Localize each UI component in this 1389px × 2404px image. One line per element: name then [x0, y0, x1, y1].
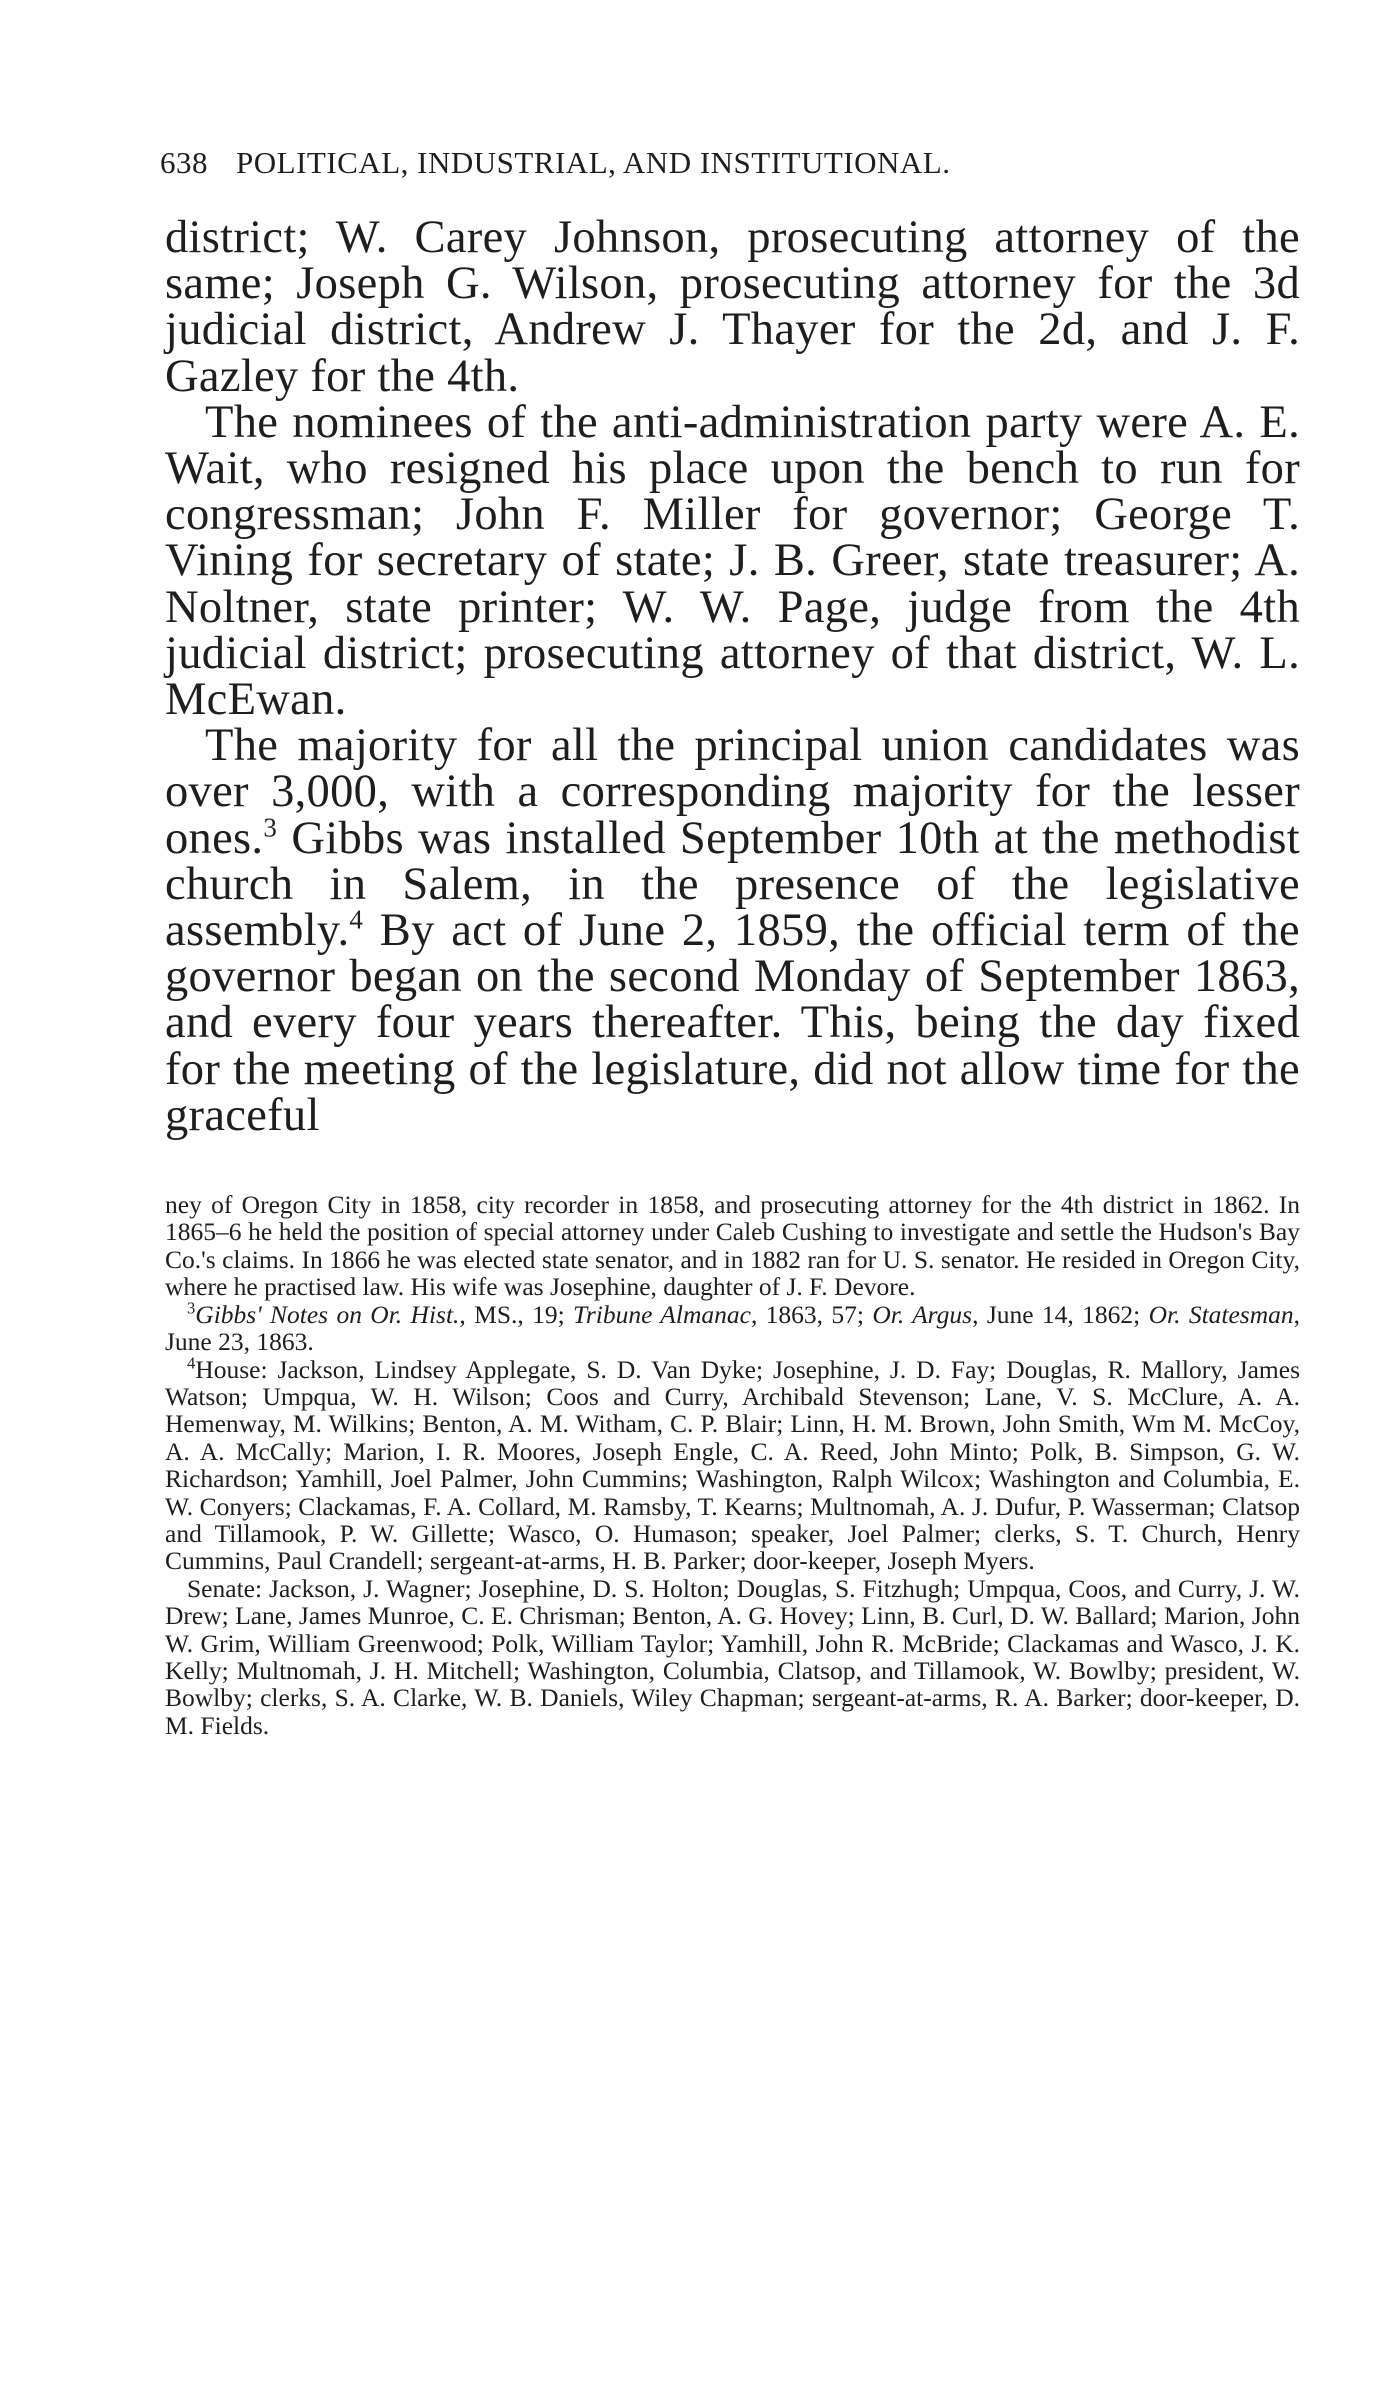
footnote-continuation: ney of Oregon City in 1858, city recorder in 1858, and prosecuting attorney for the 4th district in 1862. In 1865–6 he held the position of special attorney under Caleb Cushing to investigate and settle the Hudson's Bay Co.'s claims. In 1866 he was elected state senator, and in 1882 ran for U. S. senator. He resided in Oregon City, where he practised law. His wife was Josephine, daughter of J. F. Devore.	[165, 1190, 1300, 1302]
footnote-3-source-4: Or. Statesman	[1148, 1299, 1294, 1329]
book-page	[160, 145, 1301, 1740]
footnote-4-house-text: House: Jackson, Lindsey Applegate, S. D. Van Dyke; Josephine, J. D. Fay; Douglas, R. Mallory, James Watson; Umpqua, W. H. Wilson; Coos and Curry, Archibald Stevenson; Lane, V. S. McClure, A. A. Hemenway, M. Wilkins; Benton, A. M. Witham, C. P. Blair; Linn, H. M. Brown, John Smith, Wm M. McCoy, A. A. McCally; Marion, I. R. Moores, Joseph Engle, C. A. Reed, John Minto; Polk, B. Simpson, G. W. Richardson; Yamhill, Joel Palmer, John Cummins; Washington, Ralph Wilcox; Washington and Columbia, E. W. Conyers; Clackamas, F. A. Collard, M. Ramsby, T. Kearns; Multnomah, A. J. Dufur, P. Wasserman; Clatsop and Tillamook, P. W. Gillette; Wasco, O. Humason; speaker, Joel Palmer; clerks, S. T. Church, Henry Cummins, Paul Crandell; sergeant-at-arms, H. B. Parker; door-keeper, Joseph Myers.	[165, 1354, 1300, 1576]
paragraph-3-part-b: Gibbs was installed September 10th at the methodist church in Salem, in the presence of the legislative assembly.	[165, 812, 1300, 957]
footnote-3-marker: 3	[187, 1298, 196, 1318]
running-title: POLITICAL, INDUSTRIAL, AND INSTITUTIONAL.	[236, 145, 951, 180]
footnote-3	[165, 1298, 1301, 1357]
footnote-4-house	[165, 1353, 1300, 1576]
running-header	[160, 145, 1300, 181]
footnote-3-text-4: , June 23, 1863.	[165, 1299, 1301, 1357]
footnote-ref-4: 4	[349, 904, 364, 935]
paragraph-3	[165, 720, 1300, 1141]
footnote-3-source-2: Tribune Almanac	[573, 1299, 751, 1329]
footnote-3-text-2: , 1863, 57;	[750, 1299, 873, 1329]
footnote-3-text-1: , MS., 19;	[459, 1299, 574, 1329]
footnote-4-senate: Senate: Jackson, J. Wagner; Josephine, D. S. Holton; Douglas, S. Fitzhugh; Umpqua, Coos, and Curry, J. W. Drew; Lane, James Munroe, C. E. Chrisman; Benton, A. G. Hovey; Linn, B. Curl, D. W. Ballard; Marion, John W. Grim, William Greenwood; Polk, William Taylor; Yamhill, John R. McBride; Clackamas and Wasco, J. K. Kelly; Multnomah, J. H. Mitchell; Washington, Columbia, Clatsop, and Tillamook, W. Bowlby; president, W. Bowlby; clerks, S. A. Clarke, W. B. Daniels, Wiley Chapman; sergeant-at-arms, R. A. Barker; door-keeper, D. M. Fields.	[165, 1573, 1300, 1740]
main-text	[165, 212, 1300, 1141]
paragraph-2: The nominees of the anti-administration party were A. E. Wait, who resigned his place upon the bench to run for congressman; John F. Miller for governor; George T. Vining for secretary of state; J. B. Greer, state treasurer; A. Noltner, state printer; W. W. Page, judge from the 4th judicial district; prosecuting attorney of that district, W. L. McEwan.	[165, 396, 1300, 726]
paragraph-1: district; W. Carey Johnson, prosecuting attorney of the same; Joseph G. Wilson, prosecuting attorney for the 3d judicial district, Andrew J. Thayer for the 2d, and J. F. Gazley for the 4th.	[165, 212, 1300, 402]
footnote-3-source-3: Or. Argus	[872, 1299, 973, 1329]
footnote-4-marker: 4	[187, 1353, 196, 1372]
footnote-ref-3: 3	[263, 812, 278, 843]
page-number: 638	[160, 145, 208, 180]
footnote-3-text-3: , June 14, 1862;	[972, 1299, 1149, 1329]
footnote-3-source-1: Gibbs' Notes on Or. Hist.	[195, 1299, 460, 1329]
paragraph-3-part-a: The majority for all the principal union candidates was over 3,000, with a corresponding majority for the lesser ones.	[165, 720, 1300, 864]
footnotes	[165, 1191, 1300, 1739]
paragraph-3-part-c: By act of June 2, 1859, the official term of the governor began on the second Monday of September 1863, and every four years thereafter. This, being the day fixed for the meeting of the legislature, did not allow time for the graceful	[165, 905, 1300, 1141]
